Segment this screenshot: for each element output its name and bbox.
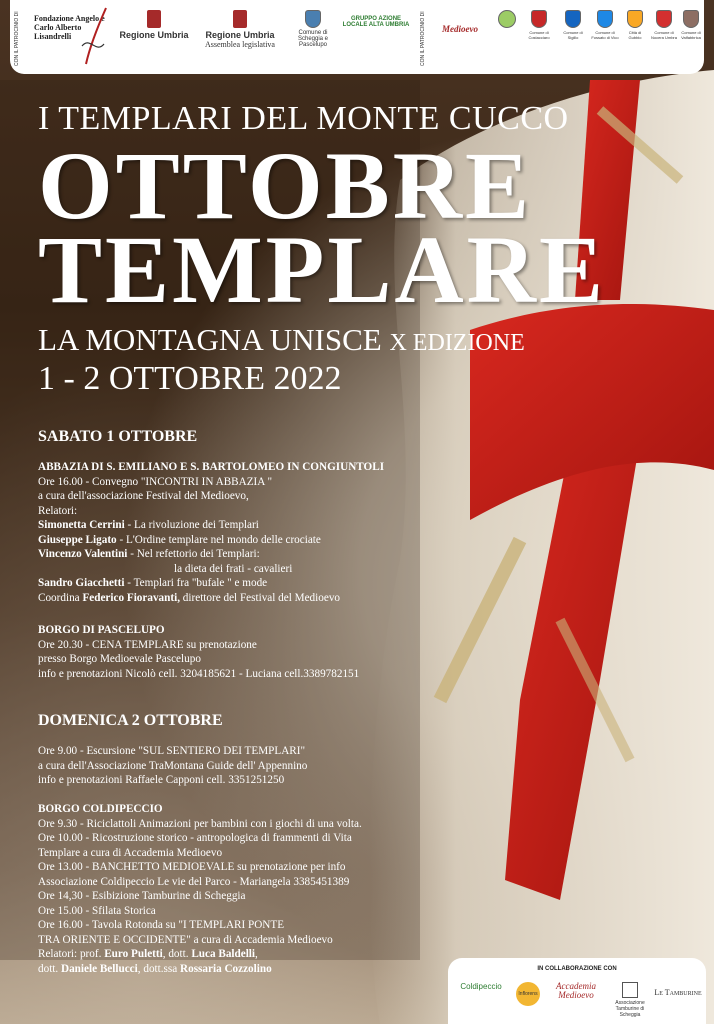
costacciaro-crest-icon	[531, 10, 547, 28]
quill-signature-icon	[80, 6, 110, 66]
program-line: Ore 13.00 - BANCHETTO MEDIOEVALE su prenotazione per info	[38, 861, 346, 873]
sunday-heading: DOMENICA 2 OTTOBRE	[38, 712, 223, 729]
gubbio-crest-icon	[627, 10, 643, 28]
sigillo-crest-icon	[565, 10, 581, 28]
program-line: Ore 15.00 - Sfilata Storica	[38, 904, 156, 917]
speaker-line: Sandro Giacchetti - Templari fra "bufale " e mode	[38, 577, 268, 589]
sunday-venue-coldipeccio: BORGO COLDIPECCIO	[38, 803, 163, 815]
festival-medioevo-logo: Medioevo	[442, 24, 478, 34]
patronage-vertical-label-right: CON IL PATROCINIO DI	[420, 11, 426, 66]
program-line: Ore 16.00 - Convegno "INCONTRI IN ABBAZIA "	[38, 475, 273, 488]
saturday-heading: SABATO 1 OTTOBRE	[38, 428, 198, 445]
program-line: a cura dell'Associazione TraMontana Guide dell' Appennino	[38, 759, 308, 772]
program-line: Ore 9.30 - Riciclattoli Animazioni per bambini con i giochi di una volta.	[38, 817, 362, 830]
collaboration-box	[448, 958, 706, 1024]
gal-alta-umbria-logo: GRUPPO AZIONE LOCALE ALTA UMBRIA	[342, 16, 410, 28]
program-line: Ore 16.00 - Tavola Rotonda su "I TEMPLARI PONTE	[38, 919, 285, 931]
assemblea-emblem-icon	[233, 10, 247, 28]
sunday-excursion	[38, 744, 307, 788]
program-line: Ore 9.00 - Escursione "SUL SENTIERO DEI TEMPLARI"	[38, 745, 306, 757]
comune-scheggia-logo: Comune di Scheggia e Pascelupo	[286, 10, 340, 48]
event-title-line1: OTTOBRE	[38, 132, 533, 239]
collaboration-title: IN COLLABORAZIONE CON	[537, 966, 617, 972]
inflorens-logo	[514, 982, 542, 1006]
subtitle-main: LA MONTAGNA UNISCE	[38, 322, 382, 357]
event-dates: 1 - 2 OTTOBRE 2022	[38, 360, 342, 397]
program-line: presso Borgo Medioevale Pascelupo	[38, 653, 201, 665]
event-supertitle: I TEMPLARI DEL MONTE CUCCO	[38, 100, 569, 137]
subtitle-edition: X EDIZIONE	[389, 330, 525, 356]
regione-umbria-emblem-icon	[147, 10, 161, 28]
circle-emblem-icon	[498, 10, 516, 28]
tamburine-scheggia-logo: Associazione Tamburine di Scheggia	[606, 982, 654, 1018]
comune-nocera-logo: Comune di Nocera Umbra	[650, 10, 678, 40]
accademia-medioevo-logo: Accademia Medioevo	[556, 981, 596, 1000]
speakers-line: Relatori: prof. Euro Puletti, dott. Luca Baldelli,	[38, 948, 258, 960]
nocera-crest-icon	[656, 10, 672, 28]
program-line: info e prenotazioni Nicolò cell. 3204185621 - Luciana cell.3389782151	[38, 667, 360, 680]
speaker-line: Vincenzo Valentini - Nel refettorio dei Templari:	[38, 548, 260, 560]
saturday-program	[38, 460, 384, 605]
regione-umbria-logo: Regione Umbria	[114, 10, 194, 40]
program-line: Ore 14,30 - Esibizione Tamburine di Scheggia	[38, 890, 246, 902]
saturday-venue-abbey: ABBAZIA DI S. EMILIANO E S. BARTOLOMEO IN CONGIUNTOLI	[38, 461, 385, 473]
patronage-vertical-label: CON IL PATROCINIO DI	[14, 11, 20, 66]
program-line: Templare a cura di Accademia Medioevo	[38, 846, 223, 859]
inflorens-emblem-icon: Inflorens	[516, 982, 540, 1006]
saturday-venue-pascelupo: BORGO DI PASCELUPO	[38, 624, 165, 636]
program-line: a cura dell'associazione Festival del Medioevo,	[38, 490, 249, 502]
program-line: TRA ORIENTE E OCCIDENTE" a cura di Accademia Medioevo	[38, 933, 333, 946]
event-subtitle	[38, 322, 525, 358]
scheggia-crest-icon	[305, 10, 321, 28]
comune-valfabbrica-logo: Comune di Valfabbrica	[680, 10, 702, 40]
comune-sigillo-logo: Comune di Sigillo	[558, 10, 588, 40]
speaker-line-continued: la dieta dei frati - cavalieri	[174, 562, 293, 575]
program-line: info e prenotazioni Raffaele Capponi cell. 3351251250	[38, 774, 285, 786]
coldipeccio-logo: Coldipeccio	[460, 982, 502, 991]
program-line: Relatori:	[38, 504, 78, 517]
program-line: Ore 20.30 - CENA TEMPLARE su prenotazione	[38, 638, 257, 651]
comune-costacciaro-logo: Comune di Costacciaro	[524, 10, 554, 40]
speakers-line: dott. Daniele Bellucci, dott.ssa Rossaria Cozzolino	[38, 962, 272, 975]
sunday-coldipeccio	[38, 802, 362, 976]
green-circle-logo	[496, 10, 518, 30]
speaker-line: Giuseppe Ligato - L'Ordine templare nel mondo delle crociate	[38, 533, 321, 546]
program-line: Ore 10.00 - Ricostruzione storico - antropologica di frammenti di Vita	[38, 832, 352, 844]
saturday-pascelupo	[38, 623, 359, 681]
program-line: Associazione Coldipeccio Le vie del Parco - Mariangela 3385451389	[38, 875, 350, 888]
speaker-line: Simonetta Cerrini - La rivoluzione dei Templari	[38, 519, 259, 531]
event-title-line2: TEMPLARE	[38, 216, 607, 323]
drum-icon	[622, 982, 638, 998]
le-tamburine-logo: Le Tamburine	[654, 988, 702, 997]
sponsor-logo-bar	[10, 0, 704, 74]
comune-fossato-logo: Comune di Fossato di Vico	[590, 10, 620, 40]
citta-gubbio-logo: Città di Gubbio	[622, 10, 648, 40]
fondazione-name: Fondazione Angelo e Carlo Alberto Lisandrelli	[34, 14, 105, 41]
coordinator-line: Coordina Federico Fioravanti, direttore del Festival del Medioevo	[38, 591, 341, 604]
fossato-crest-icon	[597, 10, 613, 28]
assemblea-legislativa-logo: Regione Umbria Assemblea legislativa	[196, 10, 284, 49]
valfabbrica-crest-icon	[683, 10, 699, 28]
